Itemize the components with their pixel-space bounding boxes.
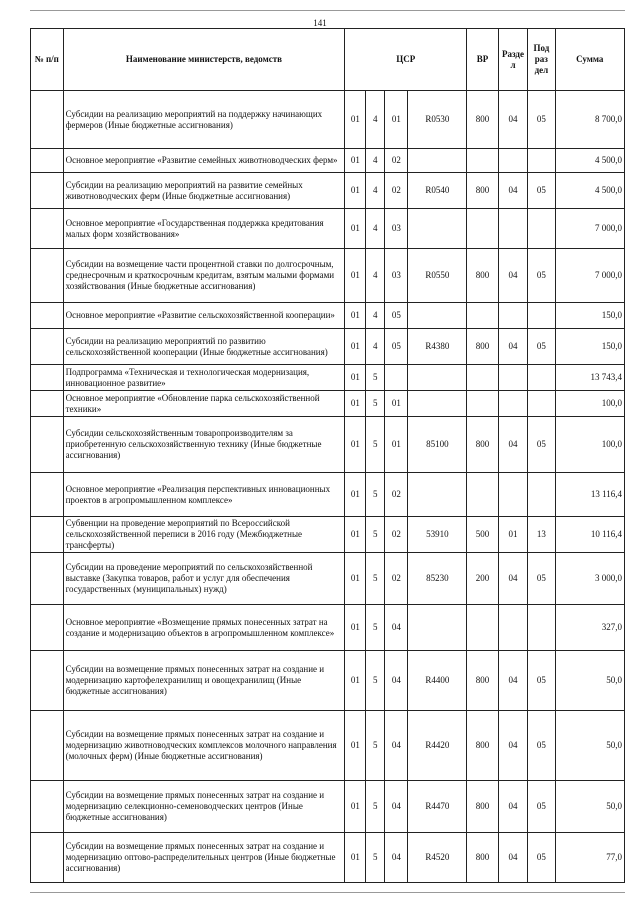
row-num-cell xyxy=(31,517,64,553)
csr-event-cell xyxy=(385,365,408,391)
csr-event-cell: 05 xyxy=(385,329,408,365)
razdel-cell: 04 xyxy=(498,781,527,833)
vr-cell: 800 xyxy=(467,249,499,303)
table-header-row xyxy=(31,29,625,91)
table-row xyxy=(31,329,625,365)
podrazdel-cell: 05 xyxy=(528,91,555,149)
razdel-cell: 04 xyxy=(498,249,527,303)
csr-subprogram-cell: 4 xyxy=(366,303,385,329)
table-row xyxy=(31,833,625,883)
csr-subprogram-cell: 5 xyxy=(366,605,385,651)
razdel-cell: 04 xyxy=(498,553,527,605)
row-name-cell: Субсидии на реализацию мероприятий на развитие семейных животноводческих ферм (Иные бюджетные ассигнования) xyxy=(63,173,345,209)
row-name-cell: Основное мероприятие «Развитие семейных животноводческих ферм» xyxy=(63,149,345,173)
row-name-cell: Субсидии сельскохозяйственным товаропроизводителям за приобретенную сельскохозяйственную технику (Иные бюджетные ассигнования) xyxy=(63,417,345,473)
csr-subprogram-cell: 5 xyxy=(366,365,385,391)
summa-cell: 100,0 xyxy=(555,391,624,417)
razdel-cell xyxy=(498,209,527,249)
header-razdel: Разде л xyxy=(498,29,527,91)
csr-event-cell: 04 xyxy=(385,651,408,711)
podrazdel-cell: 13 xyxy=(528,517,555,553)
razdel-cell: 04 xyxy=(498,173,527,209)
csr-event-cell: 04 xyxy=(385,711,408,781)
csr-direction-cell xyxy=(408,391,467,417)
row-num-cell xyxy=(31,391,64,417)
row-name-cell: Основное мероприятие «Реализация перспективных инновационных проектов в агропромышленном комплексе» xyxy=(63,473,345,517)
row-num-cell xyxy=(31,417,64,473)
csr-program-cell: 01 xyxy=(345,391,366,417)
summa-cell: 100,0 xyxy=(555,417,624,473)
csr-subprogram-cell: 4 xyxy=(366,173,385,209)
row-name-cell: Субсидии на реализацию мероприятий по развитию сельскохозяйственной кооперации (Иные бюджетные ассигнования) xyxy=(63,329,345,365)
row-num-cell xyxy=(31,173,64,209)
csr-direction-cell: R0530 xyxy=(408,91,467,149)
csr-program-cell: 01 xyxy=(345,517,366,553)
row-name-cell: Субсидии на возмещение прямых понесенных затрат на создание и модернизацию картофелехранилищ и овощехранилищ (Иные бюджетные ассигнования) xyxy=(63,651,345,711)
csr-subprogram-cell: 5 xyxy=(366,711,385,781)
razdel-cell: 01 xyxy=(498,517,527,553)
vr-cell: 800 xyxy=(467,91,499,149)
podrazdel-cell: 05 xyxy=(528,249,555,303)
podrazdel-cell: 05 xyxy=(528,833,555,883)
csr-program-cell: 01 xyxy=(345,249,366,303)
csr-event-cell: 02 xyxy=(385,553,408,605)
csr-event-cell: 03 xyxy=(385,209,408,249)
header-podrazdel: Под раз дел xyxy=(528,29,555,91)
table-row xyxy=(31,473,625,517)
vr-cell xyxy=(467,605,499,651)
csr-subprogram-cell: 5 xyxy=(366,651,385,711)
razdel-cell: 04 xyxy=(498,329,527,365)
podrazdel-cell xyxy=(528,149,555,173)
csr-event-cell: 02 xyxy=(385,517,408,553)
csr-subprogram-cell: 5 xyxy=(366,473,385,517)
summa-cell: 7 000,0 xyxy=(555,249,624,303)
summa-cell: 327,0 xyxy=(555,605,624,651)
csr-program-cell: 01 xyxy=(345,329,366,365)
csr-program-cell: 01 xyxy=(345,173,366,209)
row-num-cell xyxy=(31,833,64,883)
podrazdel-cell: 05 xyxy=(528,781,555,833)
csr-program-cell: 01 xyxy=(345,91,366,149)
csr-program-cell: 01 xyxy=(345,553,366,605)
table-row xyxy=(31,391,625,417)
csr-subprogram-cell: 5 xyxy=(366,417,385,473)
csr-event-cell: 03 xyxy=(385,249,408,303)
razdel-cell: 04 xyxy=(498,651,527,711)
csr-subprogram-cell: 5 xyxy=(366,833,385,883)
vr-cell: 200 xyxy=(467,553,499,605)
csr-direction-cell: R4420 xyxy=(408,711,467,781)
vr-cell: 800 xyxy=(467,329,499,365)
row-num-cell xyxy=(31,553,64,605)
row-num-cell xyxy=(31,209,64,249)
csr-program-cell: 01 xyxy=(345,473,366,517)
razdel-cell xyxy=(498,391,527,417)
summa-cell: 13 116,4 xyxy=(555,473,624,517)
vr-cell: 800 xyxy=(467,651,499,711)
podrazdel-cell xyxy=(528,605,555,651)
podrazdel-cell xyxy=(528,365,555,391)
table-row xyxy=(31,517,625,553)
csr-direction-cell: 53910 xyxy=(408,517,467,553)
vr-cell: 500 xyxy=(467,517,499,553)
header-summa: Сумма xyxy=(555,29,624,91)
summa-cell: 4 500,0 xyxy=(555,149,624,173)
podrazdel-cell: 05 xyxy=(528,173,555,209)
csr-direction-cell: R4520 xyxy=(408,833,467,883)
csr-subprogram-cell: 4 xyxy=(366,91,385,149)
csr-event-cell: 02 xyxy=(385,473,408,517)
csr-direction-cell xyxy=(408,149,467,173)
csr-direction-cell: R0540 xyxy=(408,173,467,209)
csr-program-cell: 01 xyxy=(345,303,366,329)
csr-subprogram-cell: 5 xyxy=(366,553,385,605)
summa-cell: 77,0 xyxy=(555,833,624,883)
razdel-cell xyxy=(498,365,527,391)
summa-cell: 150,0 xyxy=(555,303,624,329)
summa-cell: 10 116,4 xyxy=(555,517,624,553)
summa-cell: 150,0 xyxy=(555,329,624,365)
row-num-cell xyxy=(31,473,64,517)
csr-subprogram-cell: 4 xyxy=(366,329,385,365)
table-row xyxy=(31,781,625,833)
vr-cell xyxy=(467,303,499,329)
header-name: Наименование министерств, ведомств xyxy=(63,29,345,91)
csr-program-cell: 01 xyxy=(345,417,366,473)
table-row xyxy=(31,303,625,329)
table-row xyxy=(31,249,625,303)
csr-event-cell: 05 xyxy=(385,303,408,329)
table-row xyxy=(31,553,625,605)
csr-subprogram-cell: 5 xyxy=(366,517,385,553)
vr-cell xyxy=(467,209,499,249)
header-csr: ЦСР xyxy=(345,29,467,91)
csr-program-cell: 01 xyxy=(345,605,366,651)
podrazdel-cell xyxy=(528,391,555,417)
csr-program-cell: 01 xyxy=(345,781,366,833)
table-row xyxy=(31,711,625,781)
vr-cell: 800 xyxy=(467,173,499,209)
csr-subprogram-cell: 5 xyxy=(366,781,385,833)
podrazdel-cell: 05 xyxy=(528,553,555,605)
table-row xyxy=(31,173,625,209)
row-name-cell: Субсидии на проведение мероприятий по сельскохозяйственной выставке (Закупка товаров, работ и услуг для обеспечения государственных (муниципальных) нужд) xyxy=(63,553,345,605)
table-row xyxy=(31,149,625,173)
csr-event-cell: 02 xyxy=(385,149,408,173)
csr-direction-cell: 85230 xyxy=(408,553,467,605)
row-name-cell: Основное мероприятие «Государственная поддержка кредитования малых форм хозяйствования» xyxy=(63,209,345,249)
row-name-cell: Подпрограмма «Техническая и технологическая модернизация, инновационное развитие» xyxy=(63,365,345,391)
vr-cell xyxy=(467,149,499,173)
csr-event-cell: 02 xyxy=(385,173,408,209)
row-num-cell xyxy=(31,781,64,833)
csr-event-cell: 01 xyxy=(385,417,408,473)
row-num-cell xyxy=(31,605,64,651)
row-name-cell: Основное мероприятие «Возмещение прямых понесенных затрат на создание и модернизацию объектов в агропромышленном комплексе» xyxy=(63,605,345,651)
row-num-cell xyxy=(31,91,64,149)
summa-cell: 50,0 xyxy=(555,651,624,711)
vr-cell: 800 xyxy=(467,833,499,883)
summa-cell: 13 743,4 xyxy=(555,365,624,391)
summa-cell: 7 000,0 xyxy=(555,209,624,249)
table-row xyxy=(31,605,625,651)
razdel-cell xyxy=(498,303,527,329)
row-num-cell xyxy=(31,149,64,173)
razdel-cell: 04 xyxy=(498,417,527,473)
table-row xyxy=(31,91,625,149)
csr-program-cell: 01 xyxy=(345,365,366,391)
summa-cell: 4 500,0 xyxy=(555,173,624,209)
csr-event-cell: 04 xyxy=(385,833,408,883)
table-row xyxy=(31,417,625,473)
row-name-cell: Субсидии на возмещение прямых понесенных затрат на создание и модернизацию селекционно-семеноводческих центров (Иные бюджетные ассигнования) xyxy=(63,781,345,833)
bottom-rule xyxy=(30,892,625,893)
top-rule xyxy=(30,10,625,11)
row-num-cell xyxy=(31,651,64,711)
vr-cell: 800 xyxy=(467,417,499,473)
csr-direction-cell xyxy=(408,605,467,651)
razdel-cell: 04 xyxy=(498,91,527,149)
csr-direction-cell xyxy=(408,209,467,249)
header-num: № п/п xyxy=(31,29,64,91)
csr-direction-cell: R4470 xyxy=(408,781,467,833)
podrazdel-cell: 05 xyxy=(528,651,555,711)
csr-subprogram-cell: 4 xyxy=(366,149,385,173)
podrazdel-cell xyxy=(528,303,555,329)
row-num-cell xyxy=(31,249,64,303)
budget-table xyxy=(30,28,625,883)
summa-cell: 50,0 xyxy=(555,781,624,833)
podrazdel-cell: 05 xyxy=(528,711,555,781)
csr-direction-cell: 85100 xyxy=(408,417,467,473)
row-num-cell xyxy=(31,303,64,329)
row-num-cell xyxy=(31,329,64,365)
podrazdel-cell: 05 xyxy=(528,329,555,365)
vr-cell: 800 xyxy=(467,711,499,781)
podrazdel-cell: 05 xyxy=(528,417,555,473)
csr-direction-cell: R4400 xyxy=(408,651,467,711)
page-number: 141 xyxy=(313,18,327,28)
table-row xyxy=(31,651,625,711)
row-name-cell: Субсидии на реализацию мероприятий на поддержку начинающих фермеров (Иные бюджетные ассигнования) xyxy=(63,91,345,149)
csr-direction-cell: R4380 xyxy=(408,329,467,365)
summa-cell: 3 000,0 xyxy=(555,553,624,605)
csr-direction-cell xyxy=(408,473,467,517)
header-vr: ВР xyxy=(467,29,499,91)
csr-event-cell: 04 xyxy=(385,781,408,833)
row-num-cell xyxy=(31,365,64,391)
summa-cell: 8 700,0 xyxy=(555,91,624,149)
vr-cell: 800 xyxy=(467,781,499,833)
csr-program-cell: 01 xyxy=(345,651,366,711)
csr-subprogram-cell: 4 xyxy=(366,249,385,303)
row-name-cell: Основное мероприятие «Обновление парка сельскохозяйственной техники» xyxy=(63,391,345,417)
row-num-cell xyxy=(31,711,64,781)
podrazdel-cell xyxy=(528,473,555,517)
csr-program-cell: 01 xyxy=(345,833,366,883)
csr-event-cell: 01 xyxy=(385,91,408,149)
csr-direction-cell: R0550 xyxy=(408,249,467,303)
csr-direction-cell xyxy=(408,303,467,329)
csr-program-cell: 01 xyxy=(345,209,366,249)
row-name-cell: Субсидии на возмещение прямых понесенных затрат на создание и модернизацию животноводческих комплексов молочного направления (молочных ферм) (Иные бюджетные ассигнования) xyxy=(63,711,345,781)
razdel-cell xyxy=(498,605,527,651)
row-name-cell: Субсидии на возмещение прямых понесенных затрат на создание и модернизацию оптово-распределительных центров (Иные бюджетные ассигнования) xyxy=(63,833,345,883)
csr-subprogram-cell: 4 xyxy=(366,209,385,249)
razdel-cell xyxy=(498,149,527,173)
csr-program-cell: 01 xyxy=(345,711,366,781)
csr-event-cell: 01 xyxy=(385,391,408,417)
row-name-cell: Основное мероприятие «Развитие сельскохозяйственной кооперации» xyxy=(63,303,345,329)
csr-program-cell: 01 xyxy=(345,149,366,173)
vr-cell xyxy=(467,365,499,391)
razdel-cell: 04 xyxy=(498,711,527,781)
vr-cell xyxy=(467,391,499,417)
table-row xyxy=(31,209,625,249)
table-row xyxy=(31,365,625,391)
razdel-cell: 04 xyxy=(498,833,527,883)
row-name-cell: Субвенции на проведение мероприятий по Всероссийской сельскохозяйственной переписи в 2016 году (Межбюджетные трансферты) xyxy=(63,517,345,553)
razdel-cell xyxy=(498,473,527,517)
row-name-cell: Субсидии на возмещение части процентной ставки по долгосрочным, среднесрочным и краткосрочным кредитам, взятым малыми формами хозяйствования (Иные бюджетные ассигнования) xyxy=(63,249,345,303)
podrazdel-cell xyxy=(528,209,555,249)
summa-cell: 50,0 xyxy=(555,711,624,781)
csr-subprogram-cell: 5 xyxy=(366,391,385,417)
csr-direction-cell xyxy=(408,365,467,391)
vr-cell xyxy=(467,473,499,517)
csr-event-cell: 04 xyxy=(385,605,408,651)
